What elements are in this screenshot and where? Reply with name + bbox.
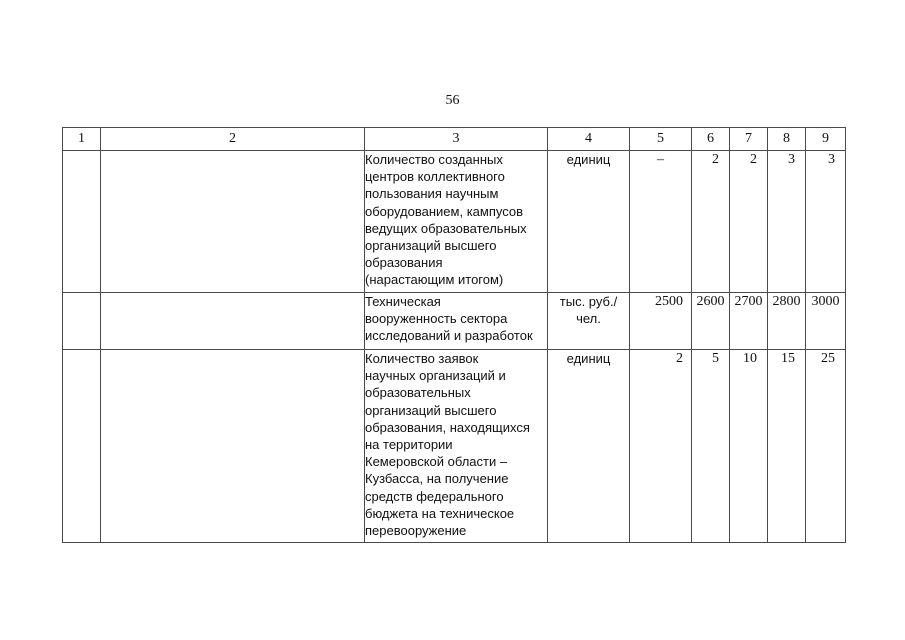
row-col-2 bbox=[101, 350, 365, 543]
value-col-8: 2800 bbox=[768, 293, 806, 350]
value-col-5: – bbox=[630, 151, 692, 293]
value-col-9: 3 bbox=[806, 151, 846, 293]
value-col-5: 2 bbox=[630, 350, 692, 543]
indicator-name: Техническая вооруженность сектора исследований и разработок bbox=[365, 293, 548, 350]
value-col-7: 2700 bbox=[730, 293, 768, 350]
indicator-name: Количество заявок научных организаций и образовательных организаций высшего образования, находящихся на территории Кемеровской области – Кузбасса, на получение средств федерального бюджета на техническое перевооружение bbox=[365, 350, 548, 543]
header-col-7: 7 bbox=[730, 128, 768, 151]
value-col-8: 15 bbox=[768, 350, 806, 543]
value-col-7: 10 bbox=[730, 350, 768, 543]
value-col-6: 2 bbox=[692, 151, 730, 293]
table-row bbox=[63, 151, 846, 293]
header-col-6: 6 bbox=[692, 128, 730, 151]
header-col-3: 3 bbox=[365, 128, 548, 151]
value-col-8: 3 bbox=[768, 151, 806, 293]
page-number: 56 bbox=[445, 93, 460, 108]
table-header-row bbox=[63, 128, 846, 151]
value-col-9: 3000 bbox=[806, 293, 846, 350]
row-col-2 bbox=[101, 293, 365, 350]
header-col-4: 4 bbox=[548, 128, 630, 151]
header-col-9: 9 bbox=[806, 128, 846, 151]
header-col-8: 8 bbox=[768, 128, 806, 151]
unit-of-measure: тыс. руб./ чел. bbox=[548, 293, 630, 350]
value-col-9: 25 bbox=[806, 350, 846, 543]
table-row bbox=[63, 350, 846, 543]
row-col-1 bbox=[63, 151, 101, 293]
table-row bbox=[63, 293, 846, 350]
value-col-6: 2600 bbox=[692, 293, 730, 350]
indicator-name: Количество созданных центров коллективного пользования научным оборудованием, кампусов ведущих образовательных организаций высшего образования (нарастающим итогом) bbox=[365, 151, 548, 293]
unit-of-measure: единиц bbox=[548, 350, 630, 543]
header-col-1: 1 bbox=[63, 128, 101, 151]
value-col-5: 2500 bbox=[630, 293, 692, 350]
value-col-6: 5 bbox=[692, 350, 730, 543]
unit-of-measure: единиц bbox=[548, 151, 630, 293]
indicators-table bbox=[62, 127, 846, 543]
header-col-5: 5 bbox=[630, 128, 692, 151]
row-col-1 bbox=[63, 293, 101, 350]
row-col-2 bbox=[101, 151, 365, 293]
row-col-1 bbox=[63, 350, 101, 543]
header-col-2: 2 bbox=[101, 128, 365, 151]
value-col-7: 2 bbox=[730, 151, 768, 293]
